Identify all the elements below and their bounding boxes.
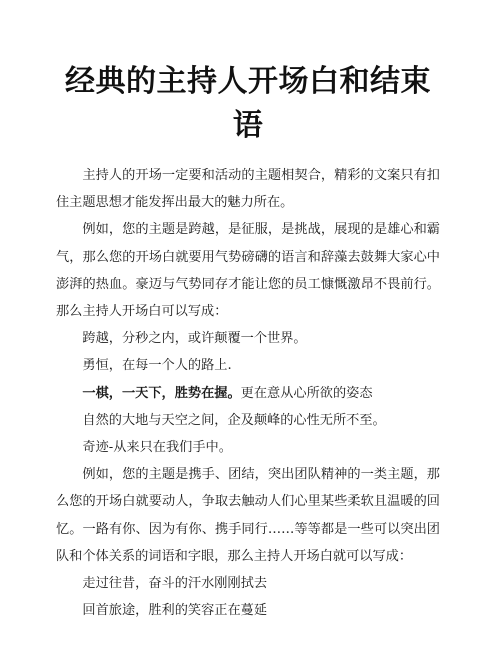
document-title: 经典的主持人开场白和结束语 xyxy=(65,64,431,143)
paragraph-text: 例如，您的主题是携手、团结，突出团队精神的一类主题，那么您的开场白就要动人，争取去触动人们心里某些柔软且温暖的回忆。一路有你、因为有你、携手同行……等等都是一些可以突出团队和个体关系的词语和字眼，那么主持人开场白就可以写成： xyxy=(56,467,440,564)
paragraph-text: 主持人的开场一定要和活动的主题相契合，精彩的文案只有扣住主题思想才能发挥出最大的魅力所在。 xyxy=(56,168,440,211)
paragraph xyxy=(56,216,440,325)
paragraph-text: 走过往昔，奋斗的汗水刚刚拭去 xyxy=(82,576,268,592)
paragraph-text: 勇恒，在每一个人的路上. xyxy=(82,358,232,374)
paragraph xyxy=(56,434,440,461)
paragraph-bold-text: 一棋，一天下，胜势在握。 xyxy=(82,385,241,401)
paragraph xyxy=(56,380,440,407)
document-body xyxy=(56,162,440,624)
paragraph xyxy=(56,570,440,597)
paragraph-text: 例如，您的主题是跨越，是征服，是挑战，展现的是雄心和霸气，那么您的开场白就要用气势磅礴的语言和辞藻去鼓舞大家心中澎湃的热血。豪迈与气势同存才能让您的员工慷慨激昂不畏前行。那么主持人开场白可以写成： xyxy=(56,222,440,320)
paragraph-text: 回首旅途，胜利的笑容正在蔓延 xyxy=(82,603,268,619)
paragraph xyxy=(56,461,440,570)
paragraph xyxy=(56,352,440,379)
paragraph xyxy=(56,407,440,434)
paragraph-text: 更在意从心所欲的姿态 xyxy=(240,385,373,401)
paragraph-text: 奇迹-从来只在我们手中。 xyxy=(82,440,232,456)
paragraph xyxy=(56,162,440,216)
paragraph-text: 自然的大地与天空之间，企及颠峰的心性无所不至。 xyxy=(82,412,386,428)
paragraph-text: 跨越，分秒之内，或许颠覆一个世界。 xyxy=(82,331,307,347)
paragraph xyxy=(56,325,440,352)
paragraph xyxy=(56,597,440,624)
